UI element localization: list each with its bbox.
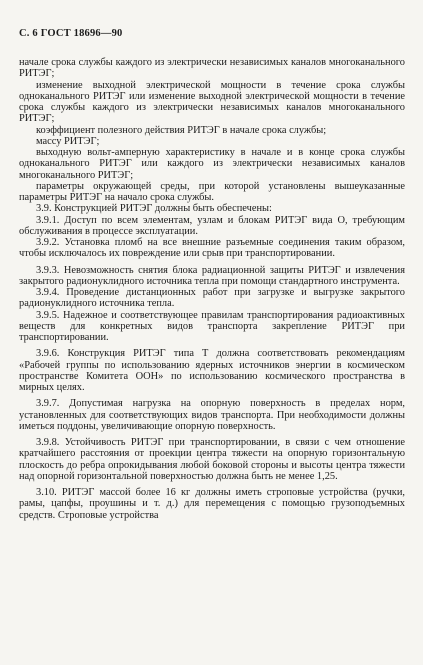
clause: 3.9.5. Надежное и соответствующее правилам транспортирования радиоактивных веществ для конкретных видов транспорта закрепление РИТЭГ при транспортировании. xyxy=(19,309,405,343)
paragraph: выходную вольт-амперную характеристику в начале и в конце срока службы одноканального РИТЭГ или каждого из электрически независимых каналов многоканального РИТЭГ; xyxy=(19,147,405,181)
document-body xyxy=(19,57,405,521)
paragraph: изменение выходной электрической мощности в течение срока службы одноканального РИТЭГ или изменение выходной электрической мощности в течение срока службы каждого из электрически независимых каналов многоканального РИТЭГ; xyxy=(19,79,405,125)
clause: 3.9.1. Доступ по всем элементам, узлам и блокам РИТЭГ вида О, требующим обслуживания в процессе эксплуатации. xyxy=(19,214,405,237)
clause: 3.9.4. Проведение дистанционных работ при загрузке и выгрузке закрытого радионуклидного источника тепла. xyxy=(19,287,405,310)
paragraph: начале срока службы каждого из электрически независимых каналов многоканального РИТЭГ; xyxy=(19,57,405,80)
clause: 3.9.3. Невозможность снятия блока радиационной защиты РИТЭГ и извлечения закрытого радионуклидного источника тепла при помощи стандартного инструмента. xyxy=(19,264,405,287)
clause: 3.9.7. Допустимая нагрузка на опорную поверхность в пределах норм, установленных для соответствующих видов транспорта. При необходимости должны иметься поддоны, увеличивающие опорную поверхность. xyxy=(19,398,405,432)
section-heading: 3.10. РИТЭГ массой более 16 кг должны иметь строповые устройства (ручки, рамы, цапфы, проушины и т. д.) для перемещения с помощью грузоподъемных средств. Строповые устройства xyxy=(19,487,405,521)
paragraph: параметры окружающей среды, при которой установлены вышеуказанные параметры РИТЭГ на начало срока службы. xyxy=(19,180,405,203)
clause: 3.9.6. Конструкция РИТЭГ типа Т должна соответствовать рекомендациям «Рабочей группы по использованию ядерных источников энергии в космическом пространстве Комитета ООН» по использованию космического пространства в мирных целях. xyxy=(19,348,405,393)
clause: 3.9.8. Устойчивость РИТЭГ при транспортировании, в связи с чем отношение кратчайшего расстояния от проекции центра тяжести на опорную горизонтальную плоскость до ребра опрокидывания любой боковой стороны и высоты центра тяжести над опорной горизонтальной поверхностью должна быть не менее 1,25. xyxy=(19,437,405,482)
section-heading: 3.9. Конструкцией РИТЭГ должны быть обеспечены: xyxy=(36,203,272,215)
paragraph: коэффициент полезного действия РИТЭГ в начале срока службы; xyxy=(36,124,327,136)
page-header: С. 6 ГОСТ 18696—90 xyxy=(19,28,123,39)
clause: 3.9.2. Установка пломб на все внешние разъемные соединения таким образом, чтобы исключалось их повреждение или срыв при транспортировании. xyxy=(19,237,405,260)
paragraph: массу РИТЭГ; xyxy=(36,135,100,147)
